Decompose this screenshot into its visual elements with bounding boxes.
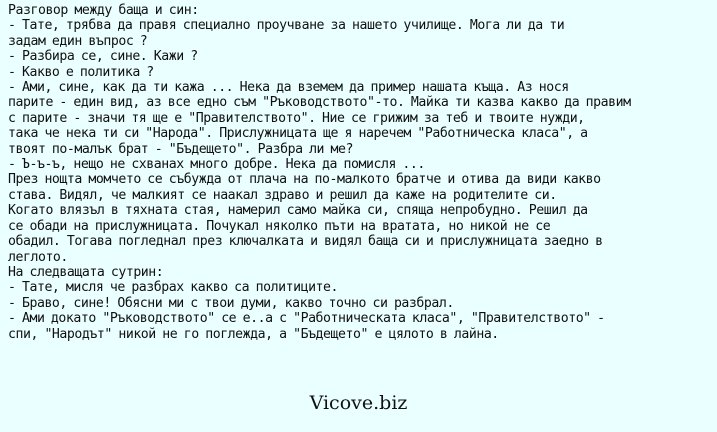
joke-line: твоят по-малък брат - "Бъдещето". Разбра ли ме?: [8, 141, 354, 157]
joke-line: - Тате, трябва да правя специално проучване за нашето училище. Мога ли да ти: [8, 18, 565, 34]
joke-line: Когато влязъл в тяхната стая, намерил само майка си, спяща непробудно. Решил да: [8, 203, 588, 219]
joke-line: - Браво, сине! Обясни ми с твои думи, какво точно си разбрал.: [8, 295, 454, 311]
joke-line: На следващата сутрин:: [8, 264, 164, 280]
joke-line: - Какво е политика ?: [8, 64, 154, 80]
joke-line: През нощта момчето се събужда от плача на по-малкото братче и отива да види какво: [8, 172, 601, 188]
joke-line: спи, "Народът" никой не го поглежда, а "Бъдещето" е цялото в лайна.: [8, 326, 499, 342]
joke-line: с парите - значи тя ще е "Правителството". Ние се грижим за теб и твоите нужди,: [8, 110, 585, 126]
joke-line: леглото.: [8, 249, 68, 265]
joke-line: става. Видял, че малкият се наакал здраво и решил да каже на родителите си.: [8, 187, 557, 203]
joke-line: - Ами, сине, как да ти кажа ... Нека да вземем да пример нашата къща. Аз нося: [8, 80, 569, 96]
joke-line: - Разбира се, сине. Кажи ?: [8, 49, 198, 65]
joke-line: - Ами докато "Ръководството" се е..а с "Работническата класа", "Правителството" -: [8, 311, 605, 327]
joke-line: Разговор между баща и син:: [8, 3, 199, 18]
site-name: Vicove.biz: [309, 392, 408, 414]
joke-line: задам един въпрос ?: [8, 33, 148, 49]
joke-text: [8, 3, 710, 342]
joke-line: така че нека ти си "Народа". Прислужницата ще я наречем "Работническа класа", а: [8, 126, 588, 142]
joke-line: - Ъ-ъ-ъ, нещо не схванах много добре. Нека да помисля ...: [8, 157, 425, 173]
joke-line: се обади на прислужницата. Почукал няколко пъти на вратата, но никой не се: [8, 218, 551, 234]
joke-line: - Тате, мисля че разбрах какво са политиците.: [8, 280, 339, 296]
joke-line: обадил. Тогава погледнал през ключалката и видял баща си и прислужницата заедно в: [8, 234, 603, 250]
joke-line: парите - един вид, аз все едно съм "Ръководството"-то. Майка ти казва какво да правим: [8, 95, 631, 111]
